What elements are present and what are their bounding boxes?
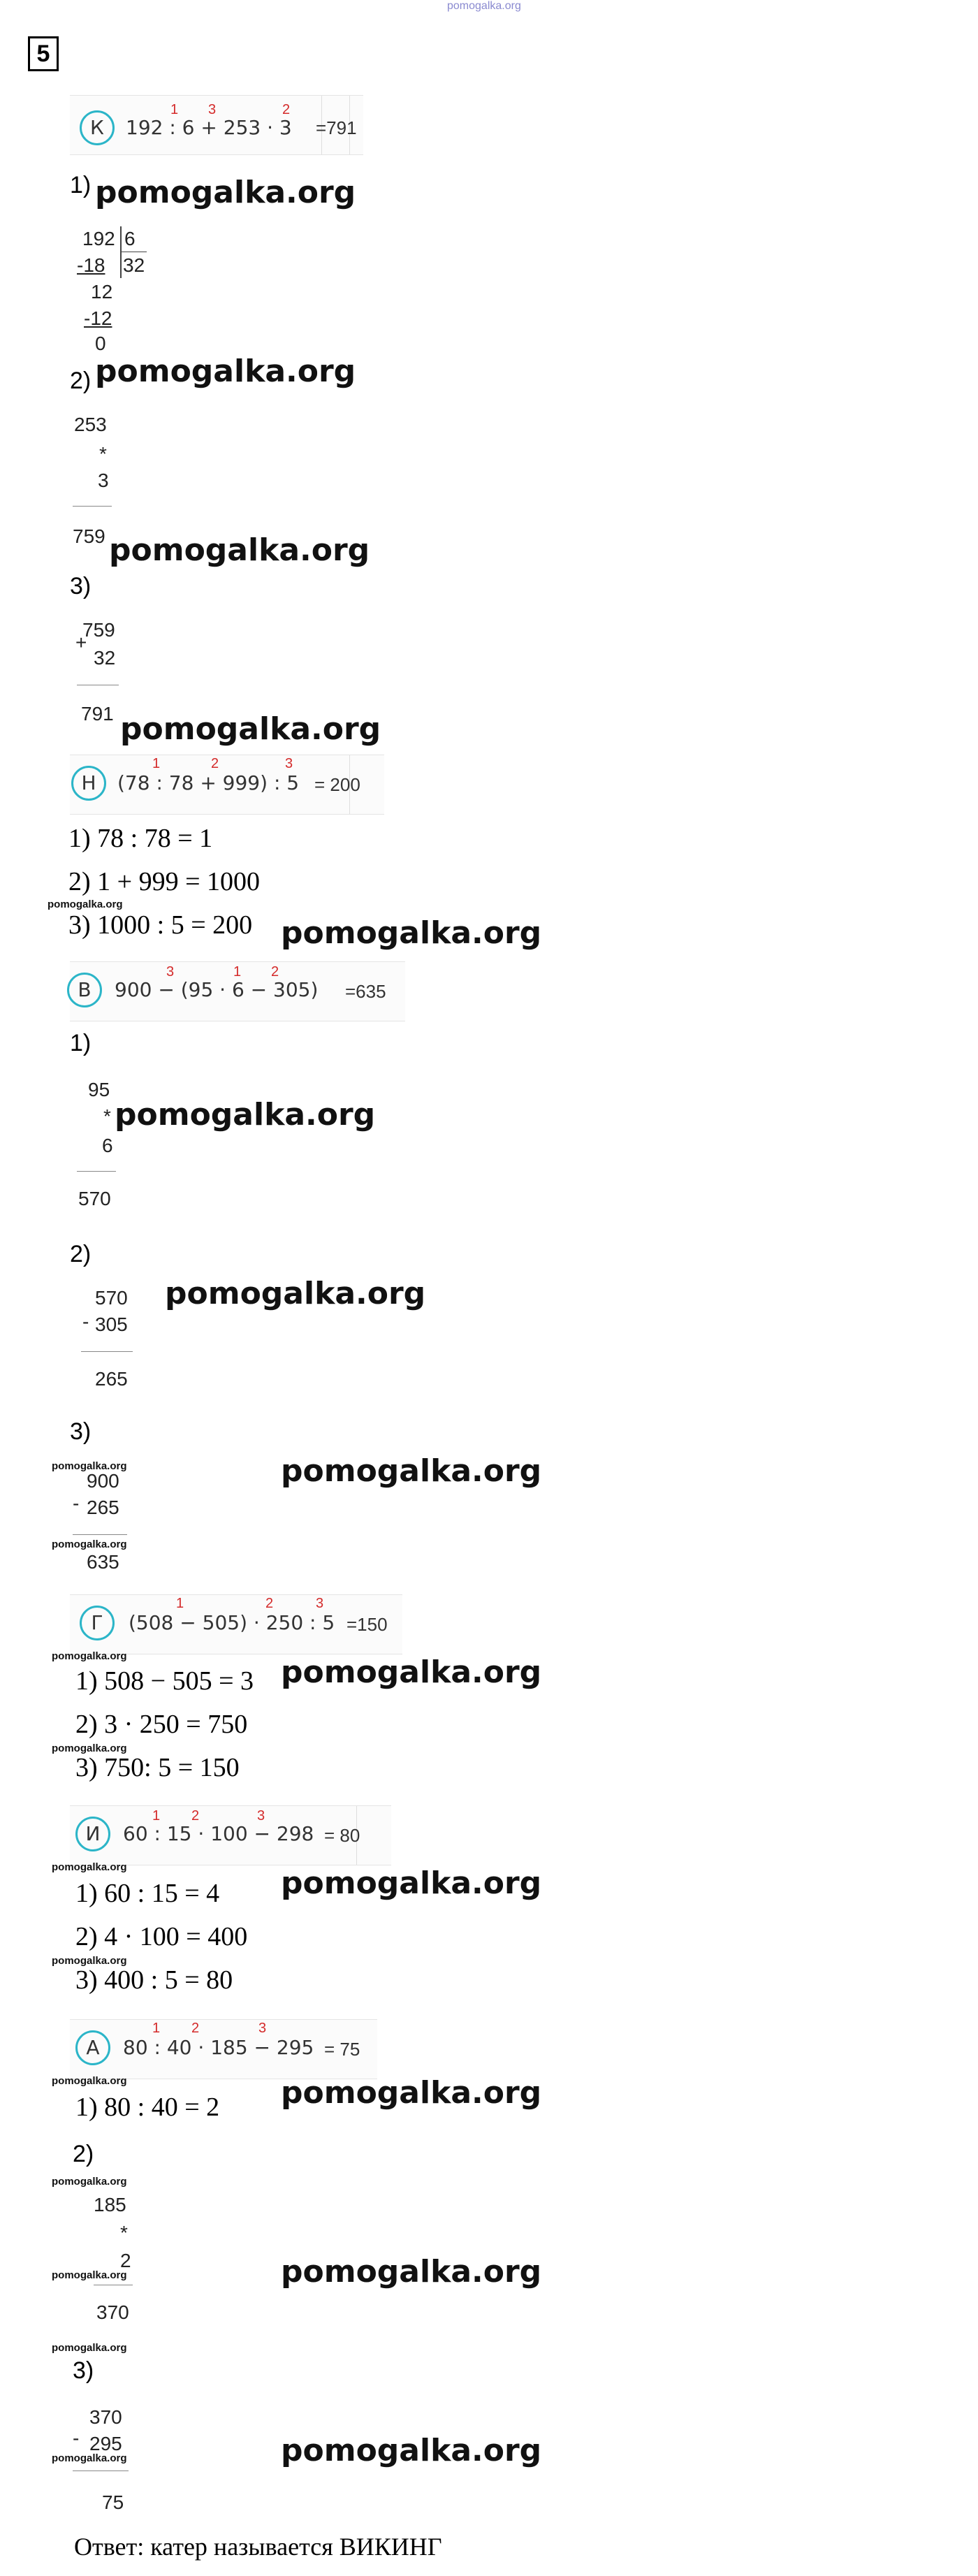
division-dividend: 192 (82, 228, 115, 249)
multiply-result: 570 (78, 1188, 111, 1209)
watermark-small: pomogalka.org (52, 1955, 127, 1967)
task-g-step-3: 3) 750: 5 = 150 (75, 1753, 240, 1782)
task-k-step-1-label: 1) (70, 172, 92, 198)
subtract-b: 265 (87, 1497, 119, 1518)
watermark: pomogalka.org (165, 1276, 426, 1311)
watermark: pomogalka.org (281, 915, 542, 951)
task-a-order-1: 1 (152, 2021, 161, 2036)
task-i-badge: И (75, 1817, 110, 1851)
task-i-step-3: 3) 400 : 5 = 80 (75, 1965, 233, 1995)
watermark-small: pomogalka.org (52, 2269, 127, 2281)
multiply-operator: * (120, 2222, 128, 2243)
watermark: pomogalka.org (281, 1654, 542, 1690)
task-v-order-1: 3 (166, 964, 175, 980)
subtract-result: 75 (102, 2491, 124, 2513)
task-g-expression: (508 − 505) · 250 : 5 (129, 1611, 335, 1634)
task-n-result: = 200 (314, 774, 360, 795)
task-v-badge: В (67, 973, 102, 1007)
division-remainder-1: 12 (91, 281, 113, 303)
task-a-order-3: 3 (258, 2021, 267, 2036)
division-remainder-2: 0 (95, 333, 106, 354)
division-divisor: 6 (124, 228, 136, 249)
multiply-b: 6 (102, 1135, 113, 1156)
multiply-a: 185 (94, 2194, 126, 2215)
task-i-order-1: 1 (152, 1808, 161, 1824)
add-a: 759 (82, 619, 115, 641)
subtract-result: 635 (87, 1551, 119, 1573)
watermark: pomogalka.org (95, 175, 356, 210)
watermark-small: pomogalka.org (52, 2452, 127, 2464)
site-watermark-top: pomogalka.org (447, 0, 521, 12)
task-g-order-2: 2 (265, 1596, 274, 1611)
subtract-a: 570 (95, 1287, 128, 1309)
add-b: 32 (94, 647, 116, 669)
answer-text: Ответ: катер называется ВИКИНГ (74, 2533, 442, 2561)
task-n-order-1: 1 (152, 756, 161, 771)
subtract-a: 370 (89, 2406, 122, 2428)
task-v-order-2: 1 (233, 964, 242, 980)
task-k-step-3-label: 3) (70, 573, 92, 599)
multiply-result: 759 (73, 525, 105, 547)
watermark: pomogalka.org (115, 1097, 376, 1133)
task-g-step-1: 1) 508 − 505 = 3 (75, 1666, 254, 1696)
task-g-badge: Г (80, 1606, 115, 1640)
task-g-result: =150 (346, 1614, 388, 1635)
watermark-small: pomogalka.org (52, 2342, 127, 2354)
task-a-step-1: 1) 80 : 40 = 2 (75, 2093, 220, 2122)
subtract-a: 900 (87, 1470, 119, 1492)
add-operator: + (75, 632, 87, 653)
division-subtract-1: -18 (77, 254, 105, 276)
task-v-expression: 900 − (95 · 6 − 305) (115, 978, 319, 1001)
task-n-order-2: 2 (211, 756, 219, 771)
subtract-operator: - (82, 1311, 89, 1332)
exercise-number: 5 (28, 36, 59, 71)
multiply-operator: * (103, 1105, 111, 1127)
subtract-operator: - (73, 1492, 80, 1514)
add-result: 791 (81, 703, 114, 725)
watermark-small: pomogalka.org (52, 1538, 127, 1550)
task-v-order-3: 2 (271, 964, 279, 980)
task-g-step-2: 2) 3 · 250 = 750 (75, 1710, 248, 1739)
watermark-small: pomogalka.org (52, 2176, 127, 2188)
task-a-step-3-label: 3) (73, 2357, 94, 2384)
task-v-result: =635 (345, 981, 386, 1002)
task-a-expression: 80 : 40 · 185 − 295 (123, 2036, 314, 2059)
task-g-order-3: 3 (316, 1596, 324, 1611)
watermark: pomogalka.org (281, 2075, 542, 2111)
task-v-step-3-label: 3) (70, 1418, 92, 1445)
watermark: pomogalka.org (281, 1453, 542, 1489)
watermark: pomogalka.org (281, 2433, 542, 2468)
task-k-order-2: 3 (208, 102, 217, 117)
task-n-step-3: 3) 1000 : 5 = 200 (68, 910, 253, 940)
task-v-step-2-label: 2) (70, 1241, 92, 1267)
multiply-a: 95 (88, 1079, 110, 1100)
watermark-small: pomogalka.org (52, 1742, 127, 1754)
subtract-b: 305 (95, 1314, 128, 1335)
task-k-badge: К (80, 110, 115, 145)
task-k-order-1: 1 (170, 102, 179, 117)
watermark: pomogalka.org (281, 1865, 542, 1901)
task-n-badge: Н (71, 766, 106, 801)
task-i-step-1: 1) 60 : 15 = 4 (75, 1879, 220, 1908)
watermark: pomogalka.org (281, 2254, 542, 2290)
watermark-small: pomogalka.org (52, 1861, 127, 1873)
multiply-result: 370 (96, 2301, 129, 2323)
task-i-result: = 80 (324, 1825, 360, 1846)
task-k-order-3: 2 (282, 102, 291, 117)
watermark: pomogalka.org (95, 354, 356, 389)
division-bracket (120, 226, 122, 278)
multiply-b: 3 (98, 470, 109, 491)
task-v-step-1-label: 1) (70, 1030, 92, 1056)
watermark-small: pomogalka.org (52, 1650, 127, 1662)
multiply-a: 253 (74, 414, 107, 435)
task-a-order-2: 2 (191, 2021, 200, 2036)
task-i-expression: 60 : 15 · 100 − 298 (123, 1822, 314, 1845)
task-g-order-1: 1 (176, 1596, 184, 1611)
task-a-result: = 75 (324, 2039, 360, 2060)
task-k-result: =791 (316, 117, 357, 138)
task-i-order-3: 3 (257, 1808, 265, 1824)
task-i-step-2: 2) 4 · 100 = 400 (75, 1922, 248, 1951)
task-k-expression: 192 : 6 + 253 · 3 (126, 116, 292, 139)
multiply-b: 2 (120, 2250, 131, 2271)
division-subtract-2: -12 (84, 307, 112, 329)
task-n-expression: (78 : 78 + 999) : 5 (117, 771, 300, 794)
watermark-small: pomogalka.org (48, 898, 123, 910)
task-n-step-1: 1) 78 : 78 = 1 (68, 824, 213, 853)
division-quotient: 32 (123, 254, 145, 276)
subtract-result: 265 (95, 1368, 128, 1390)
task-k-step-2-label: 2) (70, 368, 92, 394)
task-n-step-2: 2) 1 + 999 = 1000 (68, 867, 261, 896)
multiply-operator: * (99, 443, 107, 465)
watermark-small: pomogalka.org (52, 1460, 127, 1472)
task-n-order-3: 3 (285, 756, 293, 771)
watermark: pomogalka.org (120, 711, 381, 747)
watermark: pomogalka.org (109, 532, 370, 568)
task-a-badge: А (75, 2030, 110, 2065)
task-a-step-2-label: 2) (73, 2141, 94, 2167)
subtract-operator: - (73, 2427, 80, 2449)
task-i-order-2: 2 (191, 1808, 200, 1824)
watermark-small: pomogalka.org (52, 2075, 127, 2087)
subtract-b: 295 (89, 2433, 122, 2454)
